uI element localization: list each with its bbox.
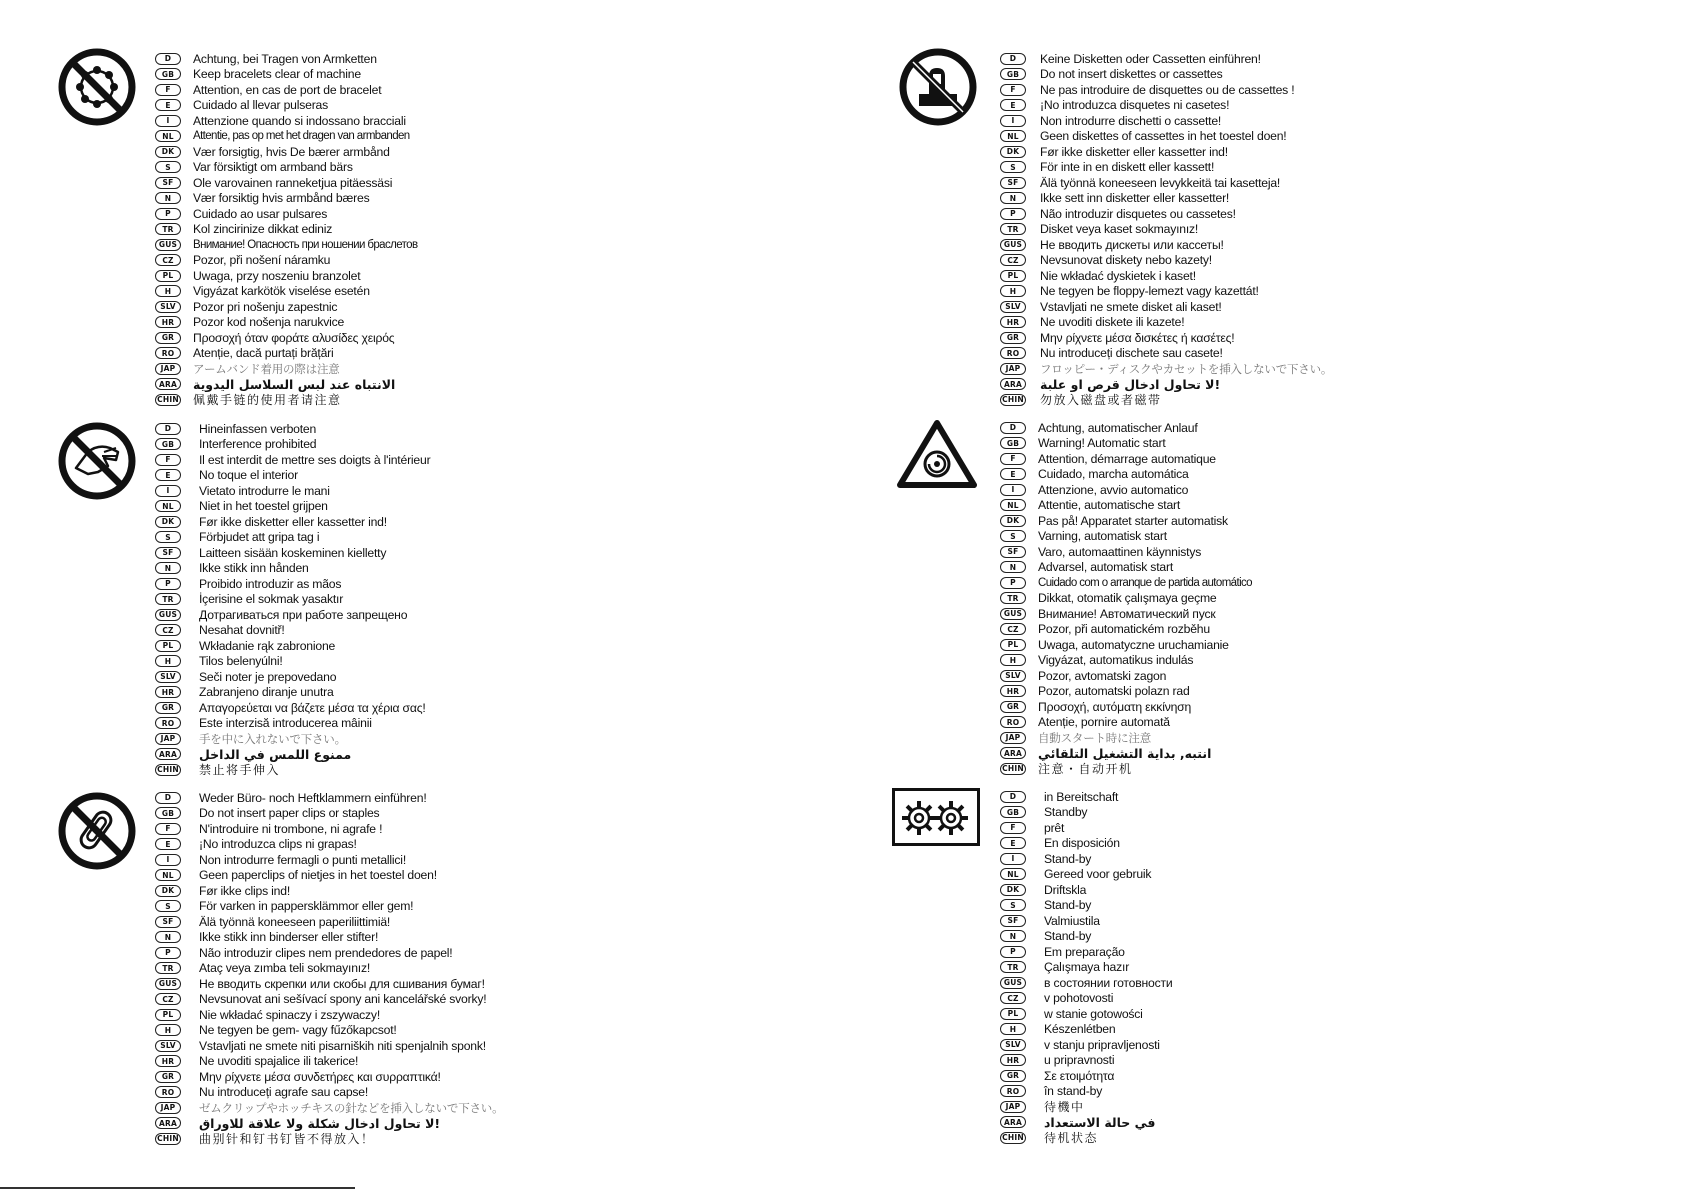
language-code-badge: N: [155, 562, 181, 574]
language-code-badge: I: [155, 854, 181, 866]
list-item: H Ne tegyen be floppy-lemezt vagy kazettát!: [1000, 284, 1259, 299]
list-item: I Attenzione quando si indossano bracciali: [155, 113, 406, 128]
language-code-badge: GR: [155, 702, 181, 714]
language-code-badge: SF: [155, 547, 181, 559]
list-item: I Stand-by: [1000, 851, 1091, 866]
language-code-badge: NL: [1000, 130, 1026, 142]
list-item: F prêt: [1000, 820, 1064, 835]
list-item: TR Dikkat, otomatik çalışmaya geçme: [1000, 591, 1217, 606]
language-code-badge: P: [1000, 946, 1026, 958]
list-item: E En disposición: [1000, 836, 1120, 851]
language-code-badge: GB: [155, 68, 181, 80]
language-code-badge: CHIN: [155, 764, 181, 776]
language-code-badge: HR: [1000, 1054, 1026, 1066]
list-item: JAP ゼムクリップやホッチキスの針などを挿入しないで下さい。: [155, 1100, 503, 1115]
list-item: HR Ne uvoditi diskete ili kazete!: [1000, 315, 1184, 330]
no-paperclip-icon: [58, 792, 136, 870]
list-item: PL Nie wkładać dyskietek i kaset!: [1000, 268, 1196, 283]
list-item: HR Zabranjeno diranje unutra: [155, 685, 334, 700]
list-item: GB Keep bracelets clear of machine: [155, 67, 361, 82]
list-item: ARA ممنوع اللمس في الداخل: [155, 747, 351, 762]
language-code-badge: TR: [155, 223, 181, 235]
list-item: I Non introdurre dischetti o cassette!: [1000, 113, 1221, 128]
language-code-badge: D: [1000, 422, 1026, 434]
standby-gears-icon: [892, 788, 980, 846]
list-item: GUS в состоянии готовности: [1000, 975, 1173, 990]
language-code-badge: RO: [155, 1086, 181, 1098]
language-code-badge: SF: [1000, 915, 1026, 927]
list-item: ARA الانتباه عند لبس السلاسل اليدوية: [155, 377, 395, 392]
language-code-badge: NL: [155, 500, 181, 512]
list-item: RO Nu introduceți dischete sau casete!: [1000, 346, 1223, 361]
language-code-badge: S: [155, 531, 181, 543]
list-item: GR Μην ρίχνετε μέσα δισκέτες ή κασέτες!: [1000, 330, 1234, 345]
list-item: N Advarsel, automatisk start: [1000, 560, 1173, 575]
language-code-badge: E: [155, 469, 181, 481]
language-code-badge: S: [1000, 530, 1026, 542]
language-code-badge: F: [1000, 84, 1026, 96]
language-code-badge: CZ: [1000, 254, 1026, 266]
language-code-badge: S: [155, 161, 181, 173]
list-item: S Förbjudet att gripa tag i: [155, 530, 319, 545]
list-item: F Ne pas introduire de disquettes ou de cassettes !: [1000, 82, 1294, 97]
language-code-badge: E: [155, 99, 181, 111]
list-item: SF Älä työnnä koneeseen paperiliittimiä!: [155, 914, 390, 929]
list-item: N Ikke stikk inn hånden: [155, 561, 309, 576]
list-item: TR Çalışmaya hazır: [1000, 960, 1129, 975]
list-item: HR Pozor kod nošenja narukvice: [155, 315, 344, 330]
list-item: SF Laitteen sisään koskeminen kielletty: [155, 545, 386, 560]
language-code-badge: TR: [155, 593, 181, 605]
language-code-badge: F: [1000, 822, 1026, 834]
list-item: GR Προσοχή, αυτόματη εκκίνηση: [1000, 699, 1191, 714]
language-code-badge: GUS: [1000, 977, 1026, 989]
list-item: H Vigyázat, automatikus indulás: [1000, 653, 1193, 668]
list-item: SF Älä työnnä koneeseen levykkeitä tai kasetteja!: [1000, 175, 1280, 190]
list-item: NL Attentie, automatische start: [1000, 498, 1180, 513]
list-item: SLV Vstavljati ne smete niti pisarniških niti spenjalnih sponk!: [155, 1038, 486, 1053]
language-code-badge: GUS: [155, 609, 181, 621]
list-item: SLV Vstavljati ne smete disket ali kaset!: [1000, 299, 1222, 314]
list-item: GUS Не вводить скрепки или скобы для сшивания бумаг!: [155, 976, 485, 991]
list-item: E ¡No introduzca disquetes ni casetes!: [1000, 98, 1229, 113]
list-item: ARA لا تحاول ادخال شكلة ولا علاقة للاوراق!: [155, 1116, 440, 1131]
list-item: E ¡No introduzca clips ni grapas!: [155, 837, 357, 852]
list-item: PL w stanie gotowości: [1000, 1006, 1143, 1021]
list-item: S Var försiktigt om armband bärs: [155, 160, 353, 175]
list-item: CZ Pozor, při nošení náramku: [155, 253, 330, 268]
list-item: GB Interference prohibited: [155, 437, 316, 452]
list-item: S För varken in pappersklämmor eller gem!: [155, 899, 413, 914]
language-code-badge: JAP: [1000, 363, 1026, 375]
language-code-badge: ARA: [155, 1117, 181, 1129]
language-code-badge: HR: [155, 1055, 181, 1067]
list-item: JAP アームバンド着用の際は注意: [155, 361, 340, 376]
list-item: CHIN 禁止将手伸入: [155, 762, 280, 777]
language-code-badge: RO: [1000, 347, 1026, 359]
list-item: PL Uwaga, przy noszeniu branzolet: [155, 268, 360, 283]
list-item: RO în stand-by: [1000, 1084, 1102, 1099]
language-code-badge: SLV: [1000, 1039, 1026, 1051]
language-code-badge: NL: [1000, 499, 1026, 511]
language-code-badge: SLV: [155, 1040, 181, 1052]
no-diskette-icon: [899, 48, 977, 126]
language-code-badge: DK: [155, 885, 181, 897]
list-item: DK Pas på! Apparatet starter automatisk: [1000, 513, 1228, 528]
list-item: S Varning, automatisk start: [1000, 529, 1167, 544]
language-code-badge: GR: [1000, 332, 1026, 344]
language-code-badge: GR: [1000, 701, 1026, 713]
language-code-badge: PL: [1000, 1008, 1026, 1020]
list-item: ARA لا تحاول ادخال قرص او علبة!: [1000, 377, 1220, 392]
language-code-badge: SLV: [155, 301, 181, 313]
language-code-badge: DK: [1000, 515, 1026, 527]
language-code-badge: HR: [155, 686, 181, 698]
list-item: TR İçerisine el sokmak yasaktır: [155, 592, 343, 607]
list-item: SLV v stanju pripravljenosti: [1000, 1037, 1160, 1052]
list-item: CHIN 待机状态: [1000, 1130, 1098, 1145]
list-item: GUS Дотрагиваться при работе запрещено: [155, 607, 407, 622]
list-item: I Attenzione, avvio automatico: [1000, 482, 1188, 497]
list-item: N Ikke stikk inn binderser eller stifter!: [155, 930, 378, 945]
language-code-badge: GUS: [1000, 608, 1026, 620]
language-code-badge: CZ: [1000, 623, 1026, 635]
language-code-badge: ARA: [1000, 747, 1026, 759]
list-item: I Non introdurre fermagli o punti metallici!: [155, 852, 406, 867]
list-item: CHIN 曲别针和钉书钉皆不得放入！: [155, 1131, 375, 1146]
list-item: DK Før ikke disketter eller kassetter ind!: [155, 514, 387, 529]
list-item: NL Attentie, pas op met het dragen van armbanden: [155, 129, 410, 144]
list-item: SF Ole varovainen ranneketjua pitäessäsi: [155, 175, 392, 190]
language-code-badge: P: [155, 947, 181, 959]
list-item: RO Este interzisă introducerea mâinii: [155, 716, 372, 731]
language-code-badge: F: [1000, 453, 1026, 465]
language-code-badge: NL: [1000, 868, 1026, 880]
language-code-badge: E: [1000, 99, 1026, 111]
language-code-badge: HR: [1000, 685, 1026, 697]
list-item: GR Απαγορεύεται να βάζετε μέσα τα χέρια σας!: [155, 700, 426, 715]
language-code-badge: E: [1000, 837, 1026, 849]
list-item: DK Driftskla: [1000, 882, 1086, 897]
language-code-badge: NL: [155, 869, 181, 881]
list-item: RO Atenție, pornire automată: [1000, 715, 1170, 730]
language-code-badge: N: [155, 931, 181, 943]
list-item: CHIN 注意・自动开机: [1000, 761, 1133, 776]
list-item: RO Atenție, dacă purtați brățări: [155, 346, 334, 361]
list-item: CZ Nesahat dovnitř!: [155, 623, 285, 638]
list-item: DK Vær forsigtig, hvis De bærer armbånd: [155, 144, 390, 159]
language-code-badge: PL: [155, 270, 181, 282]
language-code-badge: GUS: [155, 239, 181, 251]
language-code-badge: H: [155, 285, 181, 297]
language-code-badge: JAP: [1000, 732, 1026, 744]
language-code-badge: RO: [155, 347, 181, 359]
language-code-badge: P: [155, 208, 181, 220]
list-item: ARA انتبه, بداية التشغيل التلقائي: [1000, 746, 1211, 761]
list-item: H Tilos belenyúlni!: [155, 654, 283, 669]
language-code-badge: SLV: [1000, 301, 1026, 313]
list-item: P Cuidado ao usar pulsares: [155, 206, 327, 221]
list-item: CZ Pozor, při automatickém rozběhu: [1000, 622, 1210, 637]
list-item: SLV Pozor pri nošenju zapestnic: [155, 299, 337, 314]
list-item: E Cuidado al llevar pulseras: [155, 98, 328, 113]
language-code-badge: ARA: [155, 748, 181, 760]
list-item: H Ne tegyen be gem- vagy fűzőkapcsot!: [155, 1023, 397, 1038]
list-item: F Attention, démarrage automatique: [1000, 451, 1216, 466]
language-code-badge: JAP: [155, 1102, 181, 1114]
language-code-badge: N: [1000, 561, 1026, 573]
language-code-badge: HR: [1000, 316, 1026, 328]
language-code-badge: TR: [1000, 592, 1026, 604]
language-code-badge: CHIN: [1000, 394, 1026, 406]
list-item: GB Do not insert paper clips or staples: [155, 806, 379, 821]
language-code-badge: D: [155, 792, 181, 804]
language-code-badge: GR: [155, 1071, 181, 1083]
language-code-badge: GB: [155, 807, 181, 819]
language-code-badge: RO: [1000, 1085, 1026, 1097]
language-code-badge: S: [155, 900, 181, 912]
language-code-badge: GB: [1000, 806, 1026, 818]
list-item: GB Warning! Automatic start: [1000, 436, 1166, 451]
list-item: NL Geen paperclips of nietjes in het toestel doen!: [155, 868, 437, 883]
language-code-badge: CZ: [155, 993, 181, 1005]
language-code-badge: RO: [155, 717, 181, 729]
list-item: PL Nie wkładać spinaczy i zszywaczy!: [155, 1007, 380, 1022]
language-code-badge: GUS: [1000, 239, 1026, 251]
language-code-badge: I: [1000, 484, 1026, 496]
language-code-badge: E: [1000, 468, 1026, 480]
list-item: D Hineinfassen verboten: [155, 421, 316, 436]
language-code-badge: F: [155, 84, 181, 96]
language-code-badge: I: [1000, 853, 1026, 865]
language-code-badge: N: [1000, 192, 1026, 204]
list-item: D Achtung, bei Tragen von Armketten: [155, 51, 377, 66]
list-item: HR Pozor, automatski polazn rad: [1000, 684, 1190, 699]
language-code-badge: D: [155, 423, 181, 435]
language-code-badge: DK: [155, 516, 181, 528]
no-hand-icon: [58, 422, 136, 500]
list-item: TR Kol zincirinize dikkat ediniz: [155, 222, 332, 237]
language-code-badge: JAP: [155, 733, 181, 745]
automatic-start-warning-icon: [897, 420, 977, 488]
language-code-badge: RO: [1000, 716, 1026, 728]
language-code-badge: SLV: [1000, 670, 1026, 682]
list-item: E Cuidado, marcha automática: [1000, 467, 1189, 482]
list-item: CHIN 勿放入磁盘或者磁带: [1000, 392, 1162, 407]
list-item: P Não introduzir disquetes ou cassetes!: [1000, 206, 1236, 221]
language-code-badge: DK: [1000, 884, 1026, 896]
language-code-badge: JAP: [1000, 1101, 1026, 1113]
list-item: N Vær forsiktig hvis armbånd bæres: [155, 191, 369, 206]
list-item: NL Gereed voor gebruik: [1000, 867, 1151, 882]
language-code-badge: P: [1000, 208, 1026, 220]
language-code-badge: SF: [155, 916, 181, 928]
language-code-badge: CHIN: [1000, 1132, 1026, 1144]
list-item: D in Bereitschaft: [1000, 789, 1118, 804]
list-item: NL Niet in het toestel grijpen: [155, 499, 328, 514]
list-item: CZ v pohotovosti: [1000, 991, 1113, 1006]
language-code-badge: F: [155, 823, 181, 835]
list-item: H Vigyázat karkötök viselése esetén: [155, 284, 370, 299]
language-code-badge: GR: [155, 332, 181, 344]
language-code-badge: SF: [155, 177, 181, 189]
language-code-badge: S: [1000, 161, 1026, 173]
language-code-badge: JAP: [155, 363, 181, 375]
language-code-badge: PL: [1000, 639, 1026, 651]
list-item: F Il est interdit de mettre ses doigts à l'intérieur: [155, 452, 430, 467]
no-bracelet-icon: [58, 48, 136, 126]
language-code-badge: HR: [155, 316, 181, 328]
list-item: PL Wkładanie rąk zabronione: [155, 638, 335, 653]
list-item: P Em preparação: [1000, 944, 1125, 959]
list-item: GR Σε ετοιμότητα: [1000, 1068, 1114, 1083]
list-item: D Weder Büro- noch Heftklammern einführen!: [155, 790, 427, 805]
list-item: F N'introduire ni trombone, ni agrafe !: [155, 821, 382, 836]
language-code-badge: CHIN: [155, 1133, 181, 1145]
language-code-badge: DK: [1000, 146, 1026, 158]
list-item: JAP 自動スタート時に注意: [1000, 730, 1151, 745]
language-code-badge: D: [1000, 53, 1026, 65]
language-code-badge: ARA: [1000, 378, 1026, 390]
list-item: TR Ataç veya zımba teli sokmayınız!: [155, 961, 370, 976]
language-code-badge: E: [155, 838, 181, 850]
language-code-badge: CZ: [1000, 992, 1026, 1004]
language-code-badge: SF: [1000, 177, 1026, 189]
list-item: GB Standby: [1000, 805, 1087, 820]
list-item: JAP フロッピー・ディスクやカセットを挿入しないで下さい。: [1000, 361, 1332, 376]
list-item: SF Varo, automaattinen käynnistys: [1000, 544, 1201, 559]
language-code-badge: SF: [1000, 546, 1026, 558]
language-code-badge: NL: [155, 130, 181, 142]
list-item: GR Προσοχή όταν φοράτε αλυσίδες χειρός: [155, 330, 394, 345]
list-item: S För inte in en diskett eller kassett!: [1000, 160, 1214, 175]
language-code-badge: I: [155, 115, 181, 127]
language-code-badge: N: [1000, 930, 1026, 942]
list-item: GUS Внимание! Опасность при ношении браслетов: [155, 237, 417, 252]
language-code-badge: DK: [155, 146, 181, 158]
language-code-badge: PL: [155, 640, 181, 652]
list-item: D Achtung, automatischer Anlauf: [1000, 420, 1198, 435]
list-item: CZ Nevsunovat ani sešívací spony ani kancelářské svorky!: [155, 992, 486, 1007]
language-code-badge: H: [1000, 1023, 1026, 1035]
language-code-badge: GB: [1000, 437, 1026, 449]
list-item: JAP 待機中: [1000, 1099, 1085, 1114]
list-item: S Stand-by: [1000, 898, 1091, 913]
list-item: RO Nu introduceți agrafe sau capse!: [155, 1085, 368, 1100]
list-item: DK Før ikke disketter eller kassetter ind!: [1000, 144, 1228, 159]
list-item: SF Valmiustila: [1000, 913, 1100, 928]
language-code-badge: H: [1000, 285, 1026, 297]
list-item: SLV Pozor, avtomatski zagon: [1000, 668, 1166, 683]
language-code-badge: PL: [1000, 270, 1026, 282]
language-code-badge: I: [155, 485, 181, 497]
language-code-badge: CZ: [155, 624, 181, 636]
language-code-badge: CHIN: [155, 394, 181, 406]
language-code-badge: D: [1000, 791, 1026, 803]
list-item: CHIN 佩戴手链的使用者请注意: [155, 392, 342, 407]
list-item: N Stand-by: [1000, 929, 1091, 944]
list-item: P Não introduzir clipes nem prendedores de papel!: [155, 945, 452, 960]
list-item: H Készenlétben: [1000, 1022, 1115, 1037]
language-code-badge: CZ: [155, 254, 181, 266]
list-item: GUS Не вводить дискеты или кассеты!: [1000, 237, 1224, 252]
list-item: CZ Nevsunovat diskety nebo kazety!: [1000, 253, 1212, 268]
language-code-badge: TR: [1000, 223, 1026, 235]
list-item: DK Før ikke clips ind!: [155, 883, 290, 898]
list-item: I Vietato introdurre le mani: [155, 483, 330, 498]
list-item: PL Uwaga, automatyczne uruchamianie: [1000, 637, 1229, 652]
language-code-badge: F: [155, 454, 181, 466]
language-code-badge: P: [1000, 577, 1026, 589]
language-code-badge: N: [155, 192, 181, 204]
language-code-badge: D: [155, 53, 181, 65]
list-item: HR u pripravnosti: [1000, 1053, 1114, 1068]
list-item: GR Μην ρίχνετε μέσα συνδετήρες και συρραπτικά!: [155, 1069, 441, 1084]
list-item: NL Geen diskettes of cassettes in het toestel doen!: [1000, 129, 1287, 144]
language-code-badge: ARA: [155, 378, 181, 390]
language-code-badge: H: [155, 1024, 181, 1036]
language-code-badge: GB: [155, 438, 181, 450]
list-item: HR Ne uvoditi spajalice ili takerice!: [155, 1054, 358, 1069]
language-code-badge: S: [1000, 899, 1026, 911]
language-code-badge: GB: [1000, 68, 1026, 80]
list-item: GB Do not insert diskettes or cassettes: [1000, 67, 1222, 82]
bottom-rule: [0, 1187, 355, 1189]
language-code-badge: CHIN: [1000, 763, 1026, 775]
list-item: P Proibido introduzir as mãos: [155, 576, 341, 591]
language-code-badge: I: [1000, 115, 1026, 127]
list-item: GUS Внимание! Автоматический пуск: [1000, 606, 1216, 621]
language-code-badge: GUS: [155, 978, 181, 990]
list-item: SLV Seči noter je prepovedano: [155, 669, 336, 684]
list-item: JAP 手を中に入れないで下さい。: [155, 731, 346, 746]
list-item: ARA في حالة الاستعداد: [1000, 1115, 1155, 1130]
language-code-badge: GR: [1000, 1070, 1026, 1082]
language-code-badge: P: [155, 578, 181, 590]
list-item: N Ikke sett inn disketter eller kassetter!: [1000, 191, 1229, 206]
language-code-badge: SLV: [155, 671, 181, 683]
language-code-badge: TR: [1000, 961, 1026, 973]
list-item: TR Disket veya kaset sokmayınız!: [1000, 222, 1198, 237]
language-code-badge: ARA: [1000, 1116, 1026, 1128]
list-item: E No toque el interior: [155, 468, 298, 483]
language-code-badge: TR: [155, 962, 181, 974]
language-code-badge: H: [155, 655, 181, 667]
list-item: P Cuidado com o arranque de partida automático: [1000, 575, 1252, 590]
language-code-badge: PL: [155, 1009, 181, 1021]
list-item: F Attention, en cas de port de bracelet: [155, 82, 381, 97]
language-code-badge: H: [1000, 654, 1026, 666]
list-item: D Keine Disketten oder Cassetten einführen!: [1000, 51, 1261, 66]
